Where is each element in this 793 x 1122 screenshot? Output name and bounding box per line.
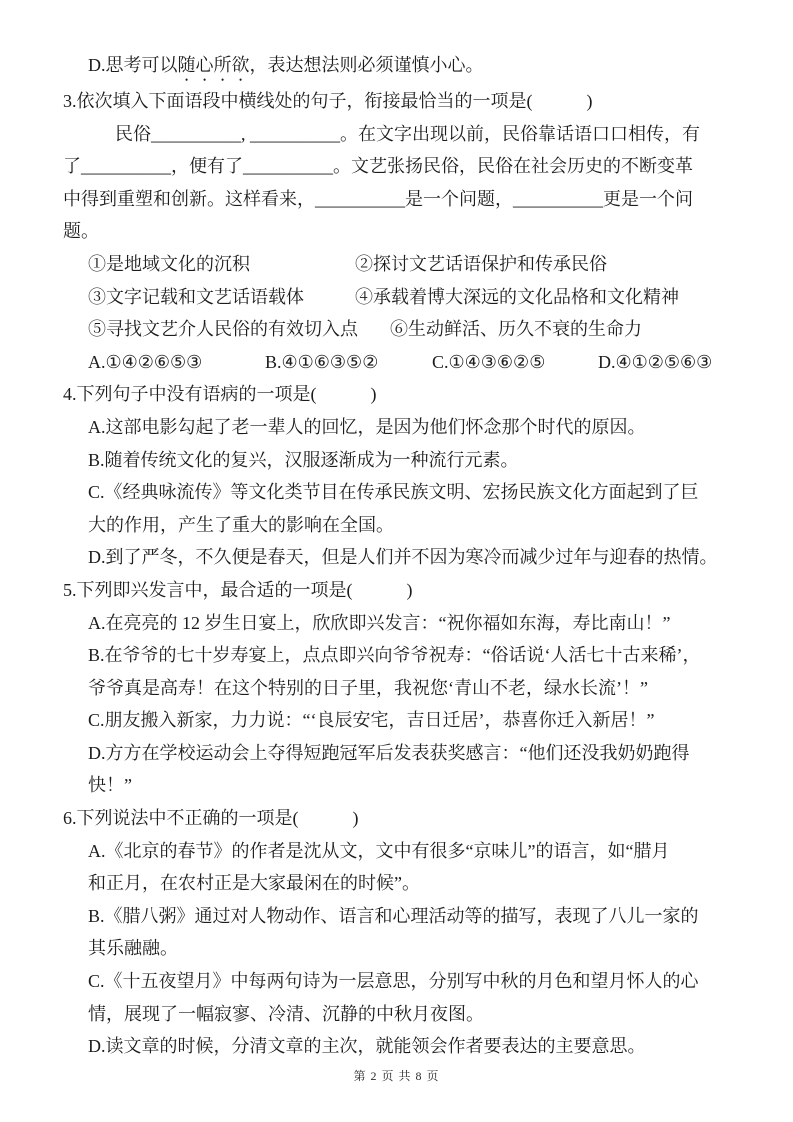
question4-stem: 4.下列句子中没有语病的一项是( ) — [63, 384, 377, 405]
question3-choices-row — [88, 346, 755, 379]
question5-stem: 5.下列即兴发言中，最合适的一项是( ) — [63, 579, 413, 600]
question6-option-d: D.读文章的时候，分清文章的主次，就能领会作者要表达的主要意思。 — [88, 1036, 646, 1057]
question5-option-d-line-2: 快！” — [88, 775, 132, 796]
question3-items-row-1 — [88, 248, 755, 281]
question3-passage-line-3: 中得到重塑和创新。这样看来，__________是一个问题，__________更是一个问 — [63, 188, 693, 209]
question3-passage-line-2: 了__________，便有了__________。文艺张扬民俗，民俗在社会历史的不断变革 — [63, 156, 693, 177]
emphasized-phrase: 随心所欲 — [177, 55, 250, 75]
question6-option-c-line-1: C.《十五夜望月》中每两句诗为一层意思，分别写中秋的月色和望月怀人的心 — [88, 971, 699, 992]
question5-option-b-line-2: 爷爷真是高寿！在这个特别的日子里，我祝您‘青山不老，绿水长流’！” — [88, 677, 648, 698]
question3-item-2: ②探讨文艺话语保护和传承民俗 — [355, 253, 607, 274]
question6-option-c-line-2: 情，展现了一幅寂寥、冷清、沉静的中秋月夜图。 — [88, 1003, 484, 1024]
question6-option-a-line-1: A.《北京的春节》的作者是沈从文，文中有很多“京味儿”的语言，如“腊月 — [88, 840, 670, 861]
question5-option-a: A.在亮亮的 12 岁生日宴上，欣欣即兴发言：“祝你福如东海，寿比南山！” — [88, 612, 671, 633]
question3-items-row-2 — [88, 281, 755, 314]
option-d-suffix: ，表达想法则必须谨慎小心。 — [249, 55, 484, 75]
question3-passage-line-4: 题。 — [63, 221, 99, 242]
question3-item-4: ④承载着博大深远的文化品格和文化精神 — [355, 286, 679, 307]
question3-item-5: ⑤寻找文艺介人民俗的有效切入点 — [88, 319, 358, 340]
question4-option-d: D.到了严冬，不久便是春天，但是人们并不因为寒冷而减少过年与迎春的热情。 — [88, 547, 718, 568]
question6-option-b-line-1: B.《腊八粥》通过对人物动作、语言和心理活动等的描写，表现了八儿一家的 — [88, 905, 699, 926]
question5-option-b-line-1: B.在爷爷的七十岁寿宴上，点点即兴向爷爷祝寿：“俗话说‘人活七十古来稀’， — [88, 645, 701, 666]
question4-option-a: A.这部电影勾起了老一辈人的回忆，是因为他们怀念那个时代的原因。 — [88, 416, 646, 437]
question3-passage-line-1: 民俗__________, __________。在文字出现以前，民俗靠话语口口相传，有 — [115, 123, 700, 144]
question3-item-1: ①是地域文化的沉积 — [88, 253, 250, 274]
question5-option-d-line-1: D.方方在学校运动会上夺得短跑冠军后发表获奖感言：“他们还没我奶奶跑得 — [88, 742, 690, 763]
question6-stem: 6.下列说法中不正确的一项是( ) — [63, 808, 359, 829]
question3-choice-a: A.①④②⑥⑤③ — [88, 351, 203, 372]
question3-choice-c: C.①④③⑥②⑤ — [432, 351, 546, 372]
question6-option-b-line-2: 其乐融融。 — [88, 938, 178, 959]
question2-option-d — [88, 49, 755, 85]
question6-option-a-line-2: 和正月，在农村正是大家最闲在的时候”。 — [88, 873, 420, 894]
question4-option-c-line-1: C.《经典咏流传》等文化类节目在传承民族文明、宏扬民族文化方面起到了巨 — [88, 482, 699, 503]
option-d-prefix: D.思考可以 — [88, 55, 178, 75]
question3-item-3: ③文字记载和文艺话语载体 — [88, 286, 304, 307]
question3-choice-b: B.④①⑥③⑤② — [265, 351, 379, 372]
question4-option-b: B.随着传统文化的复兴，汉服逐渐成为一种流行元素。 — [88, 449, 519, 470]
question3-choice-d: D.④①②⑤⑥③ — [598, 351, 713, 372]
question3-item-6: ⑥生动鲜活、历久不衰的生命力 — [390, 319, 642, 340]
page-footer: 第 2 页 共 8 页 — [353, 1068, 440, 1083]
question3-stem: 3.依次填入下面语段中横线处的句子，衔接最恰当的一项是( ) — [63, 91, 593, 111]
question3-items-row-3 — [88, 313, 755, 346]
question5-option-c: C.朋友搬入新家，力力说：“‘良辰安宅，吉日迁居’，恭喜你迁入新居！” — [88, 710, 655, 731]
question4-option-c-line-2: 大的作用，产生了重大的影响在全国。 — [88, 514, 394, 535]
